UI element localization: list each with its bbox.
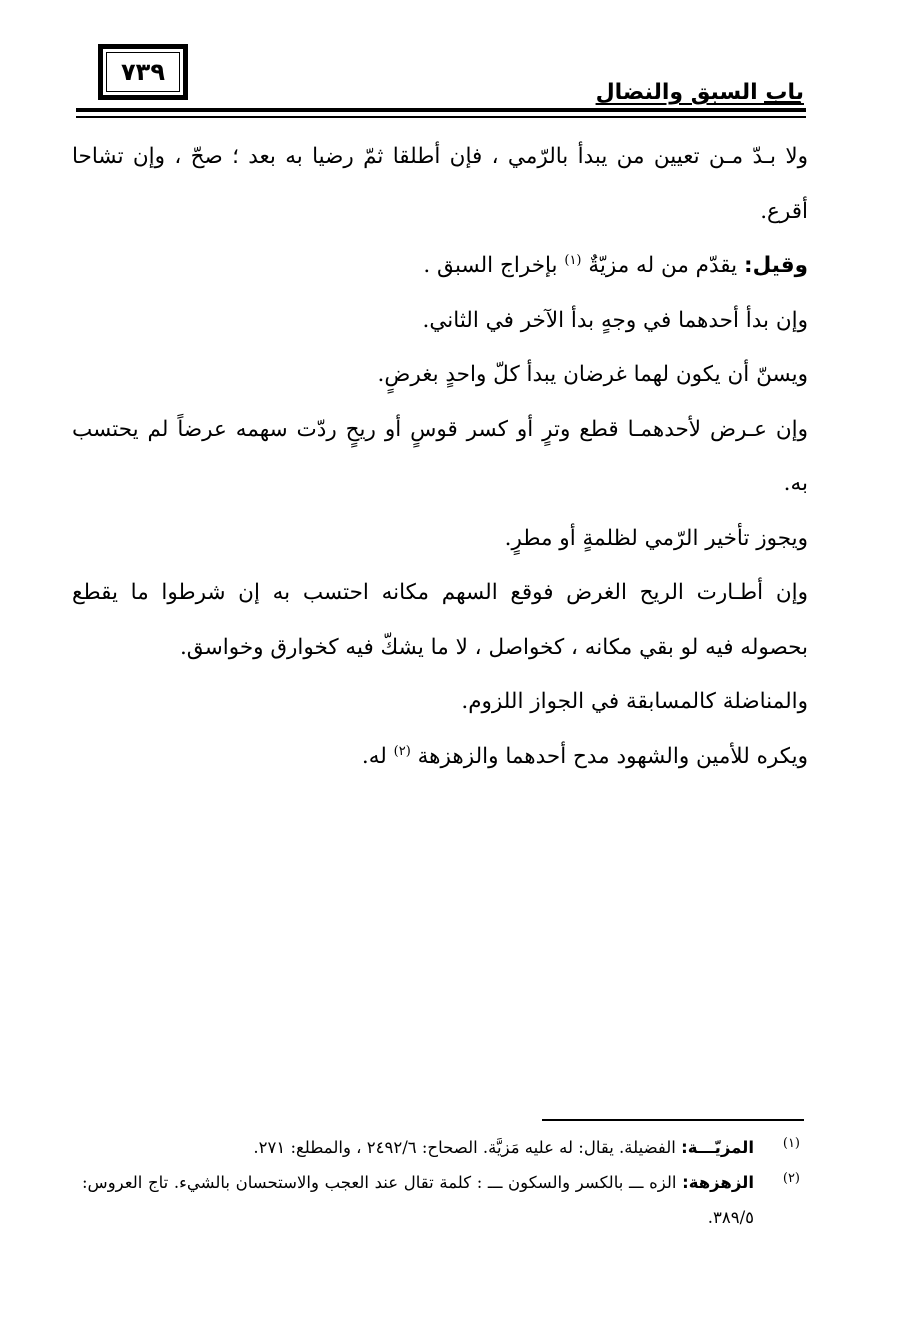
footnote-2-text: الزه ـــ بالكسر والسكون ـــ : كلمة تقال عند العجب والاستحسان بالشيء. تاج العروس: ٣٨٩/٥.: [82, 1173, 754, 1227]
paragraph-2: [72, 239, 808, 294]
chapter-title: باب السبق والنضال: [595, 80, 804, 105]
paragraph-7: وإن أطـارت الريح الغرض فوقع السهم مكانه احتسب به إن شرطوا ما يقطع بحصوله فيه لو بقي مكانه ، كخواصل ، لا ما يشكّ فيه كخوارق وخواسق.: [72, 580, 808, 660]
page-number: ٧٣٩: [121, 58, 165, 86]
header-rule-thick: [76, 108, 806, 112]
footnote-1-term: المزيّـــة:: [681, 1138, 754, 1157]
footnote-2: [82, 1165, 808, 1235]
paragraph-5: وإن عـرض لأحدهمـا قطع وترٍ أو كسر قوسٍ أو ريحٍ ردّت سهمه عرضاً لم يحتسب به.: [72, 416, 808, 496]
paragraph-3: وإن بدأ أحدهما في وجهٍ بدأ الآخر في الثاني.: [422, 307, 808, 333]
paragraph-9: [72, 730, 808, 785]
footnote-ref-1: (١): [564, 252, 582, 268]
page-number-box: [98, 44, 188, 100]
footnote-separator: [542, 1119, 804, 1121]
footnote-1-text: الفضيلة. يقال: له عليه مَزيَّة. الصحاح: ٢٤٩٢/٦ ، والمطلع: ٢٧١.: [253, 1138, 682, 1157]
paragraph-8: والمناضلة كالمسابقة في الجواز اللزوم.: [461, 689, 808, 714]
paragraph-1: ولا بـدّ مـن تعيين من يبدأ بالرّمي ، فإن أطلقا ثمّ رضيا به بعد ؛ صحّ ، وإن تشاحا أقرع.: [72, 144, 808, 224]
paragraph-9-text-b: له.: [361, 743, 394, 769]
footnotes: [82, 1130, 808, 1235]
paragraph-4: ويسنّ أن يكون لهما غرضان يبدأ كلّ واحدٍ بغرضٍ.: [377, 362, 808, 387]
main-text: [72, 130, 808, 784]
paragraph-9-text-a: ويكره للأمين والشهود مدح أحدهما والزهزهة: [410, 743, 808, 769]
footnote-2-number: (٢): [782, 1171, 800, 1186]
paragraph-6: ويجوز تأخير الرّمي لظلمةٍ أو مطرٍ.: [504, 525, 808, 551]
header-rule-thin: [76, 116, 806, 118]
paragraph-2-text-a: يقدّم من له مزيّةٌ: [581, 253, 744, 278]
paragraph-2-text-b: بإخراج السبق .: [423, 253, 565, 278]
footnote-ref-2: (٢): [393, 743, 411, 759]
footnote-2-term: الزهزهة:: [682, 1173, 754, 1192]
footnote-1-number: (١): [782, 1136, 800, 1151]
footnote-1: [82, 1130, 808, 1165]
paragraph-2-lead: وقيل:: [743, 253, 808, 278]
